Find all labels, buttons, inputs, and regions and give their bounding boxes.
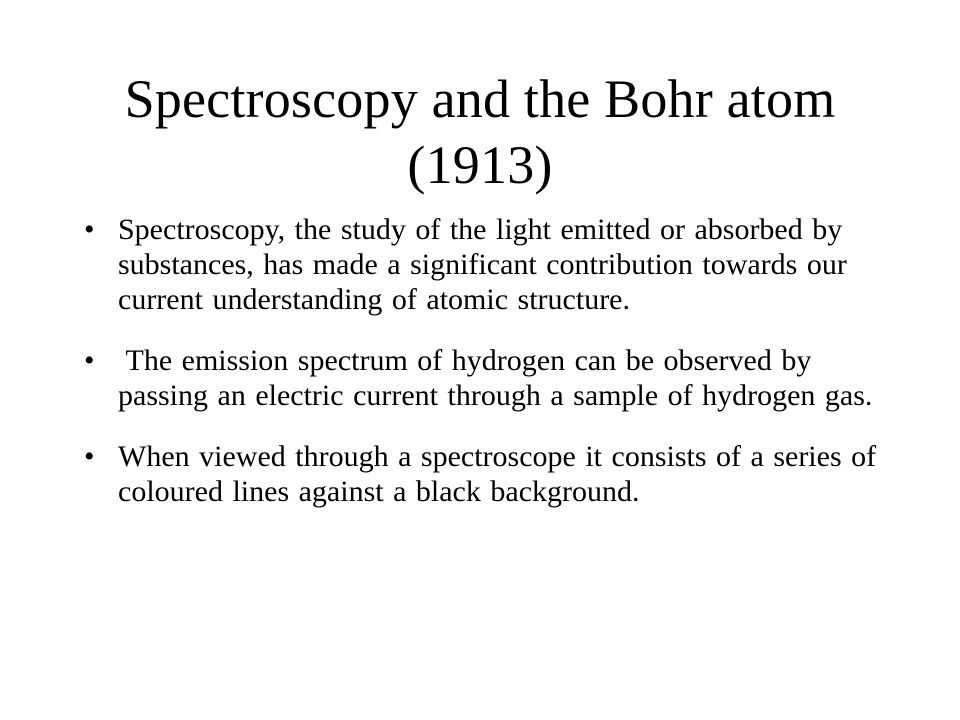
- bullet-item: [84, 343, 904, 413]
- slide-title: Spectroscopy and the Bohr atom (1913): [124, 69, 836, 195]
- bullet-text: The emission spectrum of hydrogen can be observed by passing an electric current through a sample of hydrogen gas.: [118, 344, 873, 412]
- bullet-item: [84, 212, 904, 317]
- bullet-dot-icon: •: [84, 440, 95, 473]
- bullet-dot-icon: •: [84, 213, 95, 246]
- bullet-text: Spectroscopy, the study of the light emitted or absorbed by substances, has made a significant contribution towards our current understanding of atomic structure.: [118, 213, 857, 316]
- bullet-text: When viewed through a spectroscope it consists of a series of coloured lines against a black background.: [118, 440, 886, 508]
- bullet-list: [84, 212, 904, 535]
- bullet-dot-icon: •: [84, 344, 95, 377]
- bullet-item: [84, 439, 904, 509]
